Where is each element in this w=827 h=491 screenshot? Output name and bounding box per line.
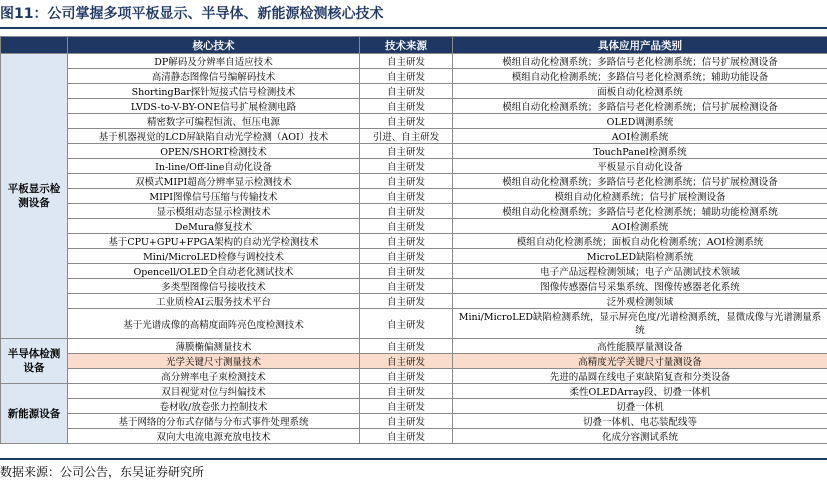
- application-cell: 模组自动化检测系统；面板自动化检测系统；AOI检测系统: [453, 234, 827, 249]
- source-cell: 自主研发: [360, 114, 453, 129]
- tech-cell: DeMura修复技术: [68, 219, 360, 234]
- application-cell: 高性能膜厚量测设备: [453, 339, 827, 354]
- source-note: 数据来源：公司公告，东吴证券研究所: [0, 465, 205, 479]
- application-cell: 面板自动化检测系统: [453, 84, 827, 99]
- application-cell: OLED调测系统: [453, 114, 827, 129]
- table-row: [1, 414, 827, 429]
- table-row-highlighted: [1, 354, 827, 369]
- tech-cell: 光学关键尺寸测量技术: [68, 354, 360, 369]
- tech-cell: 基于网络的分布式存储与分布式事件处理系统: [68, 414, 360, 429]
- category-new-energy: 新能源设备: [1, 384, 68, 444]
- application-cell: 模组自动化检测系统；多路信号老化检测系统；辅助功能检测系统: [453, 204, 827, 219]
- header-tech-source: 技术来源: [360, 37, 453, 54]
- tech-cell: 薄膜椭偏测量技术: [68, 339, 360, 354]
- source-cell: 自主研发: [360, 279, 453, 294]
- application-cell: 化成分容测试系统: [453, 429, 827, 444]
- table-row: [1, 384, 827, 399]
- tech-cell: 显示模组动态显示检测技术: [68, 204, 360, 219]
- table-row: [1, 69, 827, 84]
- source-cell: 自主研发: [360, 219, 453, 234]
- tech-cell: In-line/Off-line自动化设备: [68, 159, 360, 174]
- table-row: [1, 309, 827, 339]
- table-row: [1, 129, 827, 144]
- tech-cell: 双目视觉对位与纠偏技术: [68, 384, 360, 399]
- tech-cell: MIPI图像信号压缩与传输技术: [68, 189, 360, 204]
- table-row: [1, 234, 827, 249]
- table-row: [1, 84, 827, 99]
- source-cell: 自主研发: [360, 69, 453, 84]
- application-cell: Mini/MicroLED缺陷检测系统，显示屏亮色度/光谱检测系统，显微成像与光谱测量系统: [453, 309, 827, 339]
- table-row: [1, 114, 827, 129]
- source-cell: 自主研发: [360, 234, 453, 249]
- application-cell: 模组自动化检测系统；多路信号老化检测系统；信号扩展检测设备: [453, 99, 827, 114]
- tech-cell: 精密数字可编程恒流、恒压电源: [68, 114, 360, 129]
- footer-rule: [0, 458, 827, 460]
- application-cell: 切叠一体机、电芯装配线等: [453, 414, 827, 429]
- table-row: [1, 249, 827, 264]
- table-row: [1, 204, 827, 219]
- source-cell: 自主研发: [360, 354, 453, 369]
- application-cell: AOI检测系统: [453, 129, 827, 144]
- source-cell: 自主研发: [360, 429, 453, 444]
- source-cell: 自主研发: [360, 369, 453, 384]
- figure-title: 图11：公司掌握多项平板显示、半导体、新能源检测核心技术: [0, 6, 384, 22]
- source-cell: 自主研发: [360, 174, 453, 189]
- table-row: [1, 174, 827, 189]
- tech-cell: 多类型图像信号接收技术: [68, 279, 360, 294]
- source-cell: 引进、自主研发: [360, 129, 453, 144]
- tech-cell: DP解码及分辨率自适应技术: [68, 54, 360, 69]
- application-cell: 模组自动化检测系统；多路信号老化检测系统；信号扩展检测设备: [453, 54, 827, 69]
- source-cell: 自主研发: [360, 294, 453, 309]
- table-row: [1, 279, 827, 294]
- source-cell: 自主研发: [360, 159, 453, 174]
- table-row: [1, 159, 827, 174]
- tech-cell: LVDS-to-V-BY-ONE信号扩展检测电路: [68, 99, 360, 114]
- source-cell: 自主研发: [360, 204, 453, 219]
- application-cell: 模组自动化检测系统；多路信号老化检测系统；信号扩展检测设备: [453, 174, 827, 189]
- source-cell: 自主研发: [360, 399, 453, 414]
- table-row: [1, 429, 827, 444]
- application-cell: 模组自动化检测系统；信号扩展检测设备: [453, 189, 827, 204]
- source-cell: 自主研发: [360, 339, 453, 354]
- table-row: [1, 219, 827, 234]
- header-core-tech: 核心技术: [68, 37, 360, 54]
- tech-cell: 卷材收/放卷张力控制技术: [68, 399, 360, 414]
- table-row: [1, 99, 827, 114]
- table-row: [1, 369, 827, 384]
- application-cell: MicroLED缺陷检测系统: [453, 249, 827, 264]
- table-row: [1, 144, 827, 159]
- category-semiconductor: 半导体检测设备: [1, 339, 68, 384]
- application-cell: 先进的晶圆在线电子束缺陷复查和分类设备: [453, 369, 827, 384]
- application-cell: AOI检测系统: [453, 219, 827, 234]
- source-cell: 自主研发: [360, 384, 453, 399]
- application-cell: 泛外观检测领域: [453, 294, 827, 309]
- application-cell: 图像传感器信号采集系统、图像传感器老化系统: [453, 279, 827, 294]
- tech-cell: 双向大电流电源充放电技术: [68, 429, 360, 444]
- tech-cell: 基于CPU+GPU+FPGA架构的自动光学检测技术: [68, 234, 360, 249]
- tech-cell: 高清静态图像信号编解码技术: [68, 69, 360, 84]
- source-cell: 自主研发: [360, 309, 453, 339]
- table-row: [1, 399, 827, 414]
- tech-cell: 基于光谱成像的高精度面阵亮色度检测技术: [68, 309, 360, 339]
- category-flat-panel: 平板显示检测设备: [1, 54, 68, 339]
- application-cell: 切叠一体机: [453, 399, 827, 414]
- application-cell: 电子产品远程检测领域；电子产品测试技术领域: [453, 264, 827, 279]
- source-cell: 自主研发: [360, 249, 453, 264]
- title-rule: [0, 27, 827, 29]
- tech-cell: Opencell/OLED全自动老化测试技术: [68, 264, 360, 279]
- tech-cell: Mini/MicroLED检修与调校技术: [68, 249, 360, 264]
- source-cell: 自主研发: [360, 414, 453, 429]
- table-row: [1, 339, 827, 354]
- source-cell: 自主研发: [360, 99, 453, 114]
- application-cell: 柔性OLEDArray段、切叠一体机: [453, 384, 827, 399]
- application-cell: TouchPanel检测系统: [453, 144, 827, 159]
- source-cell: 自主研发: [360, 189, 453, 204]
- table-row: [1, 264, 827, 279]
- application-cell: 模组自动化检测系统；多路信号老化检测系统；辅助功能设备: [453, 69, 827, 84]
- table-row: [1, 54, 827, 69]
- header-category: [1, 37, 68, 54]
- table-header-row: [1, 37, 827, 54]
- source-cell: 自主研发: [360, 84, 453, 99]
- application-cell: 平板显示自动化设备: [453, 159, 827, 174]
- tech-cell: 高分辨率电子束检测技术: [68, 369, 360, 384]
- application-cell: 高精度光学关键尺寸量测设备: [453, 354, 827, 369]
- source-cell: 自主研发: [360, 144, 453, 159]
- tech-cell: 双模式MIPI超高分辨率显示检测技术: [68, 174, 360, 189]
- table-row: [1, 189, 827, 204]
- header-application: 具体应用产品类别: [453, 37, 827, 54]
- source-cell: 自主研发: [360, 264, 453, 279]
- tech-cell: ShortingBar探针短接式信号检测技术: [68, 84, 360, 99]
- tech-cell: 工业质检AI云服务技术平台: [68, 294, 360, 309]
- table-row: [1, 294, 827, 309]
- core-tech-table: [0, 36, 827, 444]
- tech-cell: OPEN/SHORT检测技术: [68, 144, 360, 159]
- tech-cell: 基于机器视觉的LCD屏缺陷自动光学检测（AOI）技术: [68, 129, 360, 144]
- source-cell: 自主研发: [360, 54, 453, 69]
